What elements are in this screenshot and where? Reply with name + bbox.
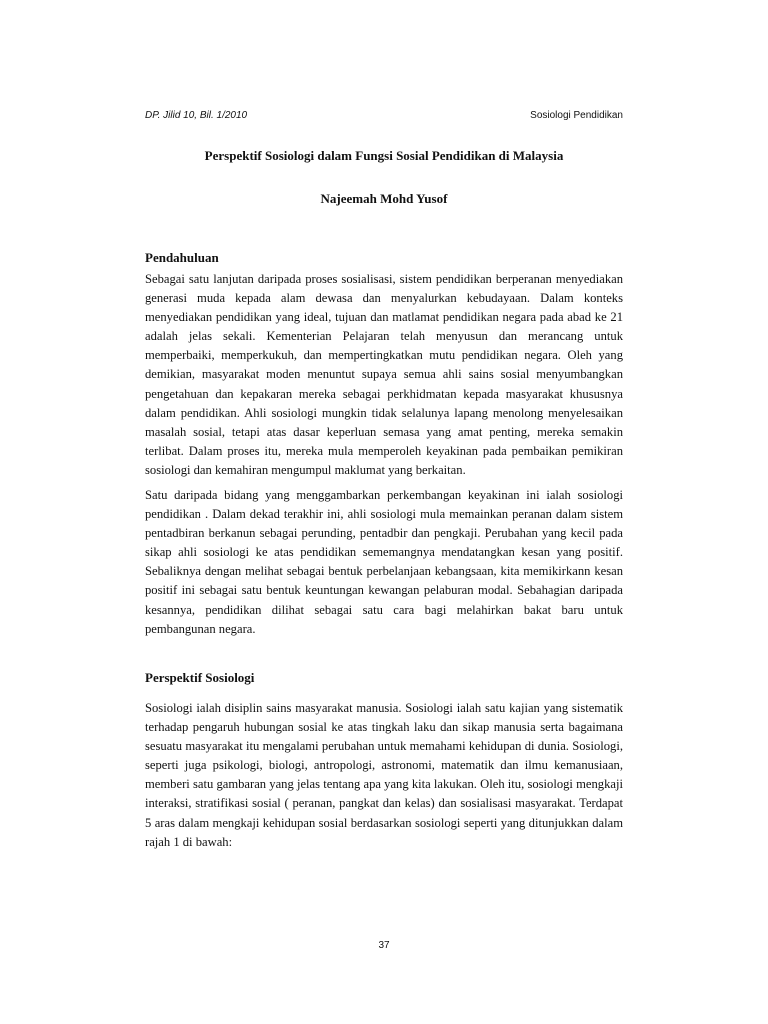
section-heading-perspective: Perspektif Sosiologi	[145, 670, 255, 685]
article-author: Najeemah Mohd Yusof	[320, 191, 448, 206]
section-name: Sosiologi Pendidikan	[530, 110, 623, 121]
paragraph-perspective-1: Sosiologi ialah disiplin sains masyarakat manusia. Sosiologi ialah satu kajian yang sistematik terhadap pengaruh hubungan sosial ke atas tingkah laku dan sikap manusia serta bagaimana sesuatu masyarakat itu mengalami perubahan untuk memahami kehidupan di dunia. Sosiologi, seperti juga psikologi, biologi, antropologi, astronomi, matematik dan ilmu kemanusiaan, memberi satu gambaran yang jelas tentang apa yang kita lakukan. Oleh itu, sosiologi mengkaji interaksi, stratifikasi sosial ( peranan, pangkat dan kelas) dan sosialisasi masyarakat. Terdapat 5 aras dalam mengkaji kehidupan sosial berdasarkan sosiologi seperti yang ditunjukkan dalam rajah 1 di bawah:	[145, 701, 623, 849]
running-header	[145, 110, 623, 121]
article-title: Perspektif Sosiologi dalam Fungsi Sosial Pendidikan di Malaysia	[204, 148, 564, 163]
journal-citation: DP. Jilid 10, Bil. 1/2010	[145, 110, 248, 121]
paragraph-introduction-1: Sebagai satu lanjutan daripada proses sosialisasi, sistem pendidikan berperanan menyediakan generasi muda kepada alam dewasa dan menyalurkan kebudayaan. Dalam konteks menyediakan pendidikan yang ideal, tujuan dan matlamat pendidikan negara pada abad ke 21 adalah jelas sekali. Kementerian Pelajaran telah menyusun dan merancang untuk memperbaiki, memperkukuh, dan mempertingkatkan mutu pendidikan negara. Oleh yang demikian, masyarakat moden menuntut supaya semua ahli sains sosial menyumbangkan pengetahuan dan kepakaran mereka sebagai perkhidmatan kepada masyarakat khususnya dalam pendidikan. Ahli sosiologi mungkin tidak selalunya lapang menolong menyelesaikan masalah sosial, tetapi atas dasar keperluan semasa yang amat penting, mereka semakin terlibat. Dalam proses itu, mereka mula memperoleh keyakinan pada pembaikan pemikiran sosiologi dan kemahiran mengumpul maklumat yang berkaitan.	[145, 272, 623, 477]
page-number: 37	[378, 940, 390, 951]
paragraph-introduction-2: Satu daripada bidang yang menggambarkan perkembangan keyakinan ini ialah sosiologi pendidikan . Dalam dekad terakhir ini, ahli sosiologi mula memainkan peranan dalam sistem pentadbiran berkanun sebagai perunding, pentadbir dan pengkaji. Perubahan yang kecil pada sikap ahli sosiologi ke atas pendidikan sememangnya mendatangkan kesan yang positif. Sebaliknya dengan melihat sebagai bentuk perbelanjaan kebangsaan, kita memikirkann kesan positif ini sebagai satu bentuk keuntungan kewangan pelaburan modal. Sebahagian daripada kesannya, pendidikan dilihat sebagai satu cara bagi melahirkan bakat baru untuk pembangunan negara.	[145, 488, 623, 636]
section-heading-introduction: Pendahuluan	[145, 250, 219, 265]
